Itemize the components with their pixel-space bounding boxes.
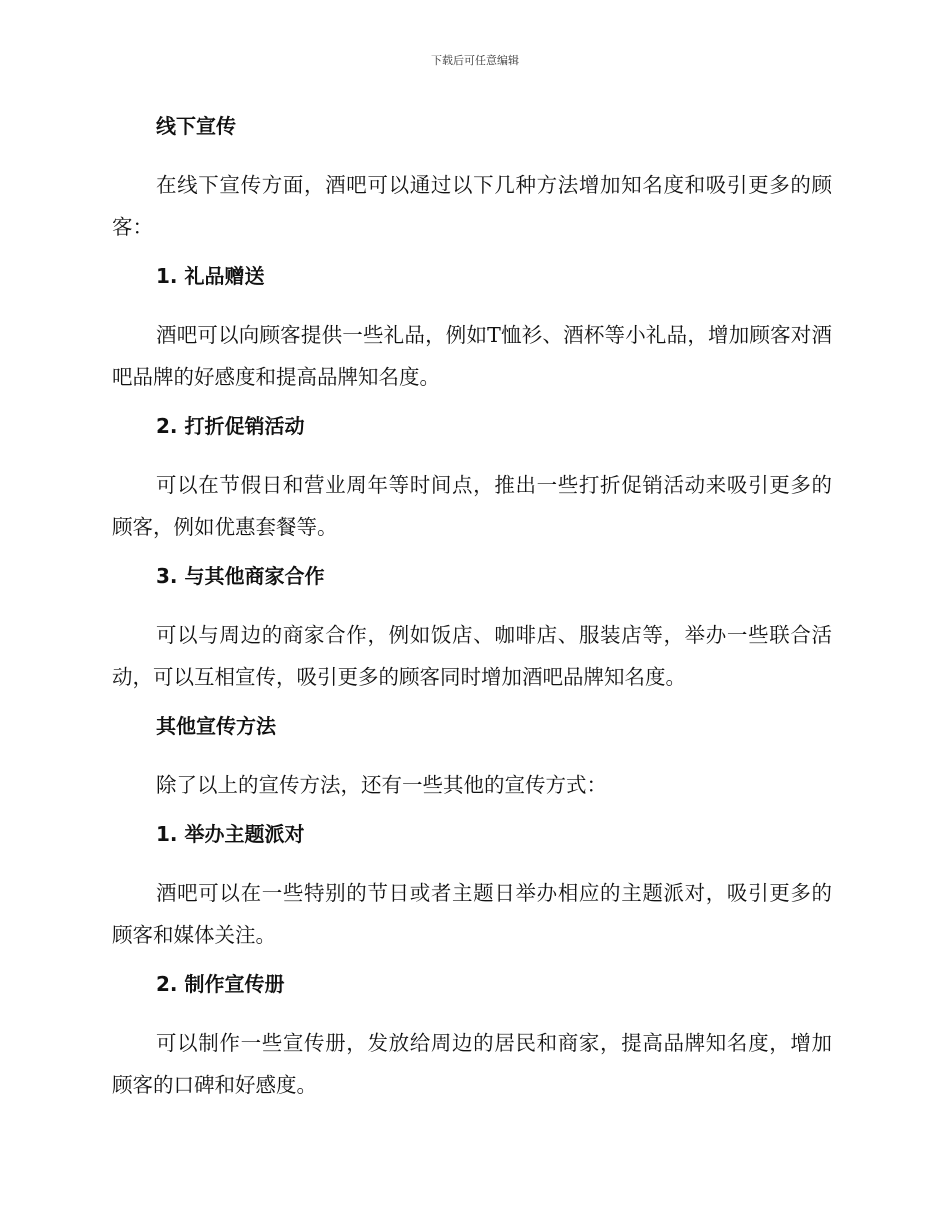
subheading-theme-party: 1. 举办主题派对	[156, 822, 305, 846]
subheading-brochure: 2. 制作宣传册	[156, 972, 285, 996]
subheading-gifts: 1. 礼品赠送	[156, 264, 265, 288]
section-heading-other: 其他宣传方法	[156, 714, 276, 738]
subheading-partners: 3. 与其他商家合作	[156, 564, 325, 588]
paragraph-discounts: 可以在节假日和营业周年等时间点，推出一些打折促销活动来吸引更多的顾客，例如优惠套餐等。	[112, 473, 832, 539]
subheading-discounts: 2. 打折促销活动	[156, 414, 305, 438]
paragraph-gifts: 酒吧可以向顾客提供一些礼品，例如T恤衫、酒杯等小礼品，增加顾客对酒吧品牌的好感度和提高品牌知名度。	[112, 323, 832, 389]
paragraph-brochure: 可以制作一些宣传册，发放给周边的居民和商家，提高品牌知名度，增加顾客的口碑和好感度。	[112, 1031, 832, 1097]
page-header: 下载后可任意编辑	[431, 54, 519, 67]
paragraph-other-intro: 除了以上的宣传方法，还有一些其他的宣传方式：	[156, 773, 607, 797]
section-heading-offline: 线下宣传	[156, 114, 236, 138]
paragraph-theme-party: 酒吧可以在一些特别的节日或者主题日举办相应的主题派对，吸引更多的顾客和媒体关注。	[112, 881, 832, 947]
paragraph-offline-intro: 在线下宣传方面，酒吧可以通过以下几种方法增加知名度和吸引更多的顾客：	[112, 173, 832, 239]
paragraph-partners: 可以与周边的商家合作，例如饭店、咖啡店、服装店等，举办一些联合活动，可以互相宣传，吸引更多的顾客同时增加酒吧品牌知名度。	[112, 623, 832, 689]
document-body	[112, 110, 832, 1118]
